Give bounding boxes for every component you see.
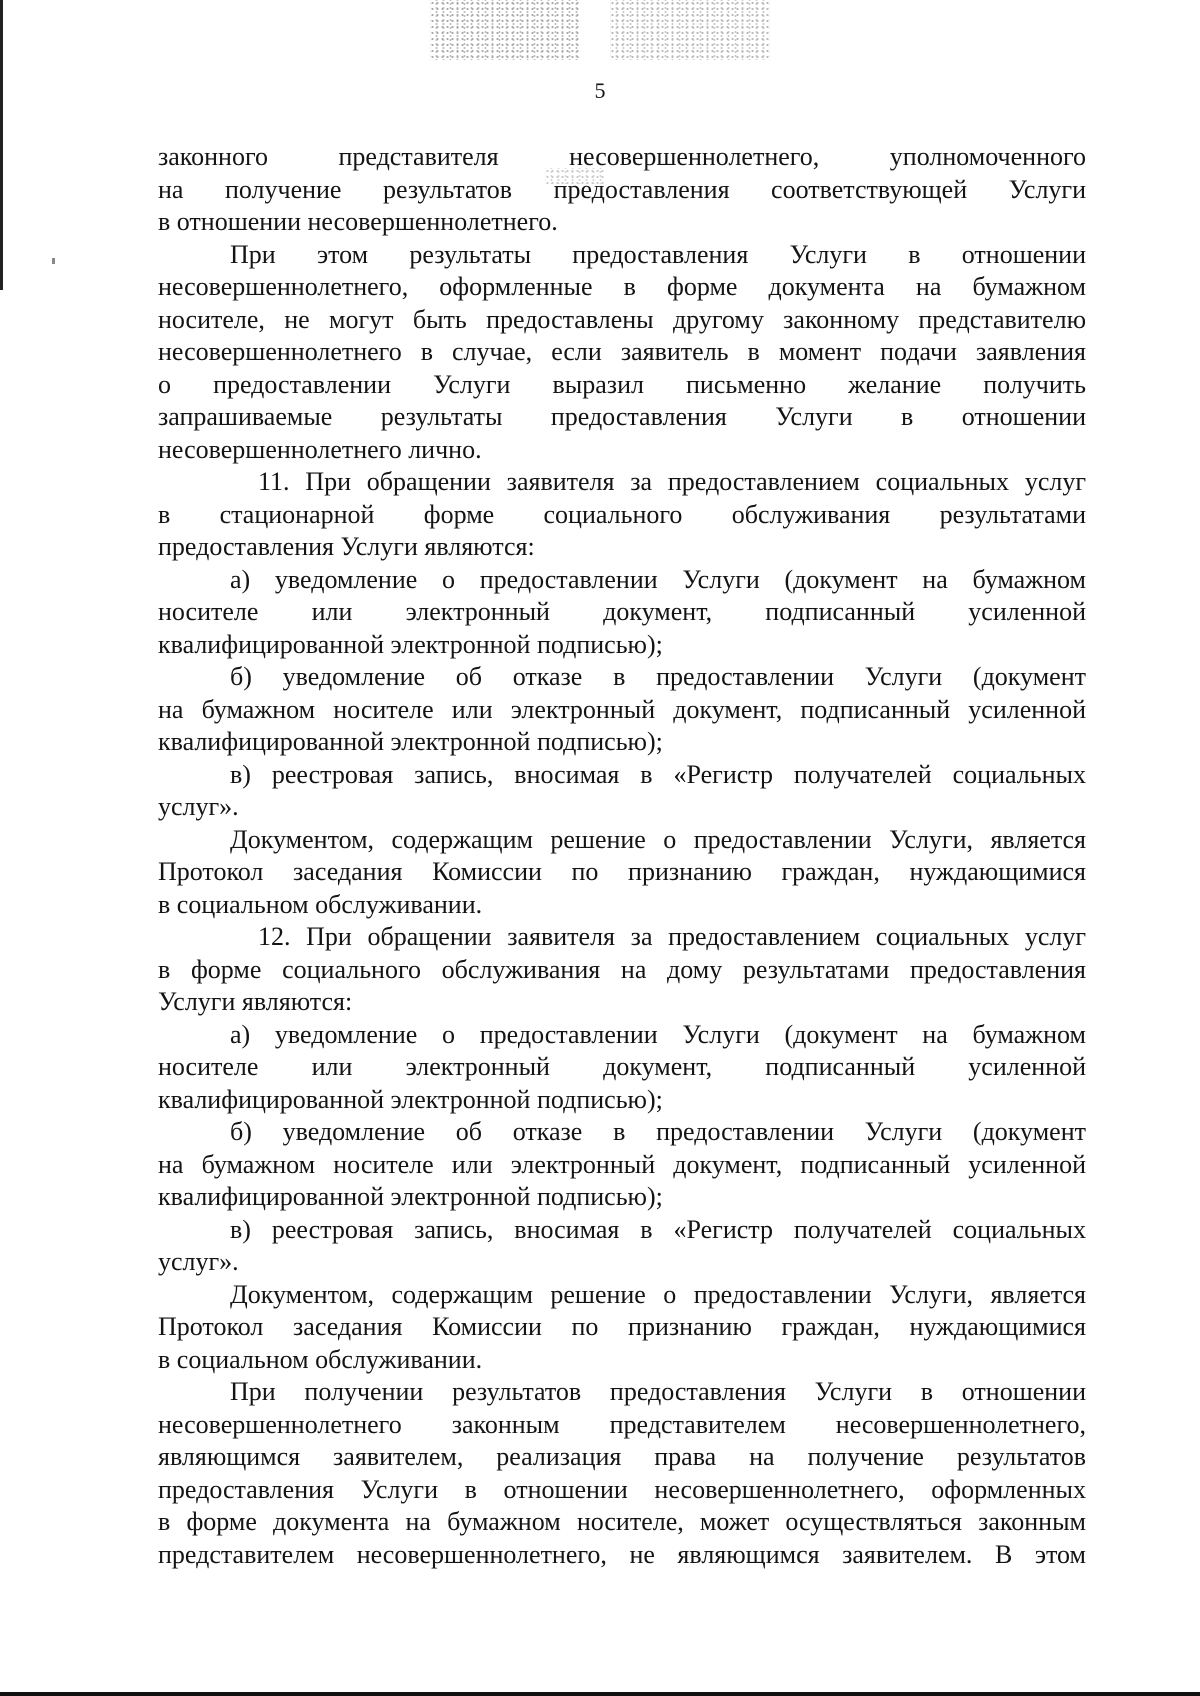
text-line: квалифицированной электронной подписью);	[158, 1182, 663, 1211]
text-line: Услуги являются:	[158, 987, 353, 1016]
text-line: на бумажном носителе или электронный документ, подписанный усиленной	[158, 1149, 1086, 1179]
text-line: о предоставлении Услуги выразил письменно желание получить	[158, 369, 1086, 399]
text-line: носителе или электронный документ, подписанный усиленной	[158, 597, 1086, 626]
text-line: несовершеннолетнего лично.	[158, 434, 482, 464]
text-line: Протокол заседания Комиссии по признанию граждан, нуждающимися	[158, 1312, 1086, 1341]
text-line: в стационарной форме социального обслуживания результатами	[158, 499, 1086, 529]
scan-noise	[610, 0, 770, 60]
text-line: несовершеннолетнего в случае, если заявитель в момент подачи заявления	[158, 337, 1086, 366]
text-line: а) уведомление о предоставлении Услуги (документ на бумажном	[230, 564, 1086, 594]
text-line: в форме документа на бумажном носителе, может осуществляться законным	[158, 1507, 1086, 1536]
document-body	[158, 141, 1086, 1571]
text-line: на получение результатов предоставления соответствующей Услуги	[158, 174, 1086, 204]
text-line: являющимся заявителем, реализация права на получение результатов	[158, 1442, 1086, 1471]
text-line: представителем несовершеннолетнего, не являющимся заявителем. В этом	[158, 1539, 1086, 1569]
text-line: квалифицированной электронной подписью);	[158, 629, 663, 659]
text-line: квалифицированной электронной подписью);	[158, 727, 663, 756]
text-line: квалифицированной электронной подписью);	[158, 1084, 663, 1114]
text-line: Документом, содержащим решение о предоставлении Услуги, является	[230, 1279, 1086, 1309]
text-line: запрашиваемые результаты предоставления Услуги в отношении	[158, 402, 1086, 431]
scan-noise	[430, 0, 580, 60]
text-line: носителе, не могут быть предоставлены другому законному представителю	[158, 304, 1086, 334]
text-line: б) уведомление об отказе в предоставлении Услуги (документ	[230, 662, 1086, 691]
text-line: услуг».	[158, 1247, 239, 1276]
text-line: б) уведомление об отказе в предоставлении Услуги (документ	[230, 1117, 1086, 1146]
text-line: в) реестровая запись, вносимая в «Регистр получателей социальных	[230, 1214, 1086, 1244]
text-line: предоставления Услуги в отношении несовершеннолетнего, оформленных	[158, 1474, 1086, 1504]
text-line: несовершеннолетнего законным представителем несовершеннолетнего,	[158, 1409, 1086, 1439]
text-line: услуг».	[158, 792, 239, 821]
margin-mark	[52, 258, 55, 264]
text-line: При получении результатов предоставления Услуги в отношении	[230, 1377, 1086, 1406]
text-line: в отношении несовершеннолетнего.	[158, 207, 558, 236]
text-line: Документом, содержащим решение о предоставлении Услуги, является	[230, 824, 1086, 854]
text-line: 11. При обращении заявителя за предоставлением социальных услуг	[258, 467, 1086, 496]
text-line: в социальном обслуживании.	[158, 889, 483, 919]
text-line: Протокол заседания Комиссии по признанию граждан, нуждающимися	[158, 857, 1086, 886]
text-line: При этом результаты предоставления Услуги в отношении	[230, 239, 1086, 269]
text-line: 12. При обращении заявителя за предоставлением социальных услуг	[258, 922, 1086, 951]
scan-bottom-edge	[0, 1692, 1200, 1696]
text-line: предоставления Услуги являются:	[158, 532, 535, 561]
scan-left-edge	[0, 0, 3, 290]
text-line: несовершеннолетнего, оформленные в форме документа на бумажном	[158, 272, 1086, 301]
text-line: законного представителя несовершеннолетнего, уполномоченного	[158, 142, 1086, 171]
text-line: в) реестровая запись, вносимая в «Регистр получателей социальных	[230, 759, 1086, 789]
text-line: в форме социального обслуживания на дому результатами предоставления	[158, 954, 1086, 984]
text-line: в социальном обслуживании.	[158, 1344, 483, 1374]
text-line: носителе или электронный документ, подписанный усиленной	[158, 1052, 1086, 1081]
page-number: 5	[594, 78, 606, 103]
text-line: а) уведомление о предоставлении Услуги (документ на бумажном	[230, 1019, 1086, 1049]
text-line: на бумажном носителе или электронный документ, подписанный усиленной	[158, 694, 1086, 724]
